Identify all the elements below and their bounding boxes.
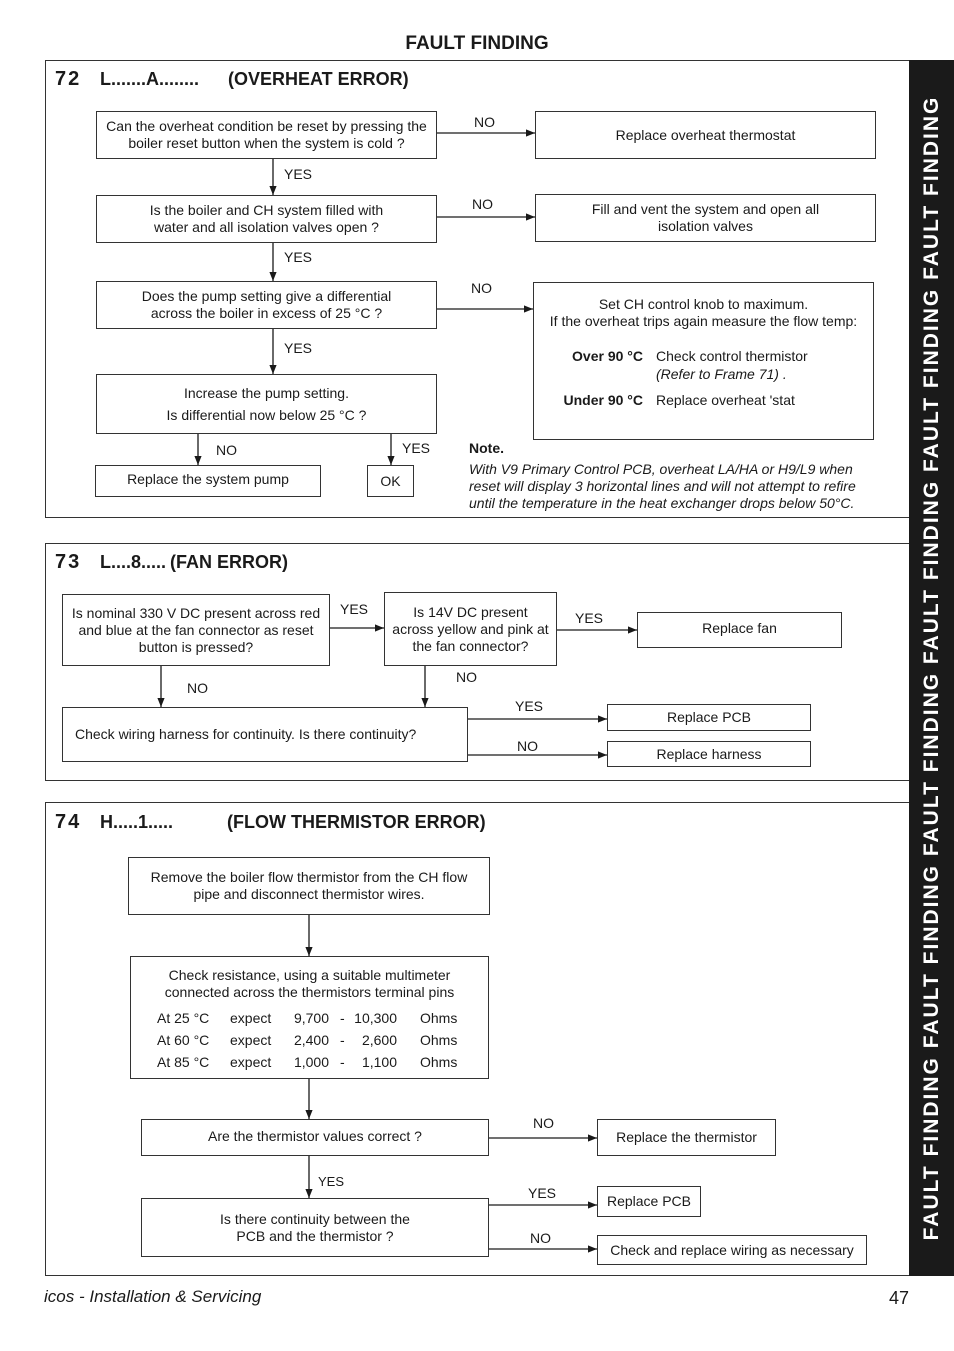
s72-q4-no-box [95,465,321,497]
s72-q3-text-2: across the boiler in excess of 25 °C ? [150,305,383,321]
resistance-expect-cell: expect [230,1032,272,1048]
s72-q4-no-text: Replace the system pump [127,471,289,487]
s73-q1-no-label: NO [187,680,208,696]
s73-q2-yes-text: Replace fan [702,620,777,636]
s74-step1-box [128,857,490,915]
resistance-at-cell: At 60 °C [157,1032,210,1048]
s72-q4-yes-box [367,465,414,497]
s72-q1-no-label: NO [474,114,495,130]
section-72-title: (OVERHEAT ERROR) [228,69,409,89]
s73-q2-box [384,592,557,666]
s72-under-label: Under 90 °C [563,392,643,408]
footer-subtitle: - Installation & Servicing [74,1287,262,1306]
s72-q3-text-1: Does the pump setting give a differential [141,288,392,304]
s73-q3-text: Check wiring harness for continuity. Is there continuity? [75,726,417,742]
s74-q2-box [141,1198,489,1257]
page-title: FAULT FINDING [405,33,549,54]
resistance-high-cell: 10,300 [354,1010,397,1026]
s74-step2-line2: connected across the thermistors terminal pins [164,984,455,1000]
s72-q3-no-label: NO [471,280,492,296]
resistance-high-cell: 1,100 [361,1054,397,1070]
s73-q2-yes-box [637,612,842,648]
s74-q1-no-box [597,1119,776,1156]
resistance-high-cell: 2,600 [361,1032,397,1048]
s73-q2-no-label: NO [456,669,477,685]
resistance-expect-cell: expect [230,1010,272,1026]
s74-q1-box [141,1119,489,1156]
resistance-unit-cell: Ohms [420,1010,458,1026]
s73-q3-yes-box [607,704,811,731]
s72-q2-text: Is the boiler and CH system filled with water and all isolation valves open ? [149,202,384,235]
section-73-number: 73 [55,551,82,573]
section-74-number: 74 [55,811,82,833]
s72-q2-yes-label: YES [284,249,313,265]
section-74-code: H.....1..... [100,812,174,832]
s73-q3-no-label: NO [517,738,538,754]
resistance-low-cell: 1,000 [293,1054,329,1070]
section-74-title: (FLOW THERMISTOR ERROR) [227,812,486,832]
s74-q2-yes-box [597,1186,701,1217]
s72-q2-no-box [535,194,876,242]
side-band-text: FAULT FINDING FAULT FINDING FAULT FINDING FAULT FINDING FAULT FINDING FAULT FINDING [919,95,943,1241]
resistance-low-cell: 2,400 [293,1032,329,1048]
s72-q4-text-2: Is differential now below 25 °C ? [166,407,367,423]
s72-q1-yes-label: YES [284,166,313,182]
resistance-at-cell: At 85 °C [157,1054,210,1070]
resistance-unit-cell: Ohms [420,1054,458,1070]
s74-q2-no-box [597,1235,867,1265]
section-72-number: 72 [55,68,82,90]
s72-note-body: With V9 Primary Control PCB, overheat LA/HA or H9/L9 when reset will display 3 horizontal lines and will not attempt to refire until the temperature in the heat exchanger drops below 50°C. [469,461,856,511]
s74-q2-no-label: NO [530,1230,551,1246]
s72-q2-no-label: NO [472,196,493,212]
s72-under-text: Replace overheat 'stat [656,392,795,408]
s72-q2-box [96,195,437,243]
s73-q3-box [62,707,468,762]
s74-step2-box [130,956,489,1079]
s74-q1-no-text: Replace the thermistor [616,1129,757,1145]
s74-q2-yes-text: Replace PCB [606,1193,692,1209]
s73-q1-box [62,594,330,666]
section-73-title: (FAN ERROR) [170,552,288,572]
s72-q4-yes-text: OK [380,472,401,489]
s74-q1-yes-label: YES [318,1174,345,1189]
s73-q3-no-box [607,741,811,767]
s72-note-heading: Note. [469,440,504,456]
resistance-expect-cell: expect [230,1054,272,1070]
section-72-code: L.......A........ [100,69,200,89]
s72-q2-no-text: Fill and vent the system and open all isolation valves [591,201,820,234]
s72-q3-no-line1: Set CH control knob to maximum. [598,296,809,312]
s73-q2-yes-label: YES [575,610,604,626]
s73-q1-text: Is nominal 330 V DC present across red and blue at the fan connector as reset button is pressed? [71,604,321,655]
s72-q4-text-1: Increase the pump setting. [184,385,349,401]
s73-q3-no-text: Replace harness [656,745,762,762]
s72-q1-no-box [535,111,876,159]
resistance-at-cell: At 25 °C [157,1010,210,1026]
s72-q3-yes-label: YES [284,340,313,356]
s74-q2-text: Is there continuity between the PCB and the thermistor ? [220,1210,410,1244]
s73-q2-text: Is 14V DC present across yellow and pink at the fan connector? [392,603,549,654]
resistance-dash-cell: - [340,1010,345,1026]
s74-step2-line1: Check resistance, using a suitable multimeter [168,967,451,983]
resistance-dash-cell: - [340,1032,345,1048]
s72-q1-box [96,111,437,159]
footer-brand: icos [44,1287,75,1306]
s74-q2-no-text: Check and replace wiring as necessary [610,1241,854,1258]
s74-q1-no-label: NO [533,1115,554,1131]
s72-over-ref: (Refer to Frame 71) . [656,366,787,382]
s72-q1-text: Can the overheat condition be reset by pressing the boiler reset button when the system is cold ? [106,118,427,151]
s72-q3-no-box [533,282,874,440]
section-73-code: L....8..... [100,552,167,572]
s72-q3-box [96,281,437,329]
s74-q2-yes-label: YES [528,1185,557,1201]
s73-q1-yes-label: YES [340,601,369,617]
s72-q3-no-line2: If the overheat trips again measure the flow temp: [549,313,858,329]
resistance-dash-cell: - [340,1054,345,1070]
resistance-low-cell: 9,700 [293,1010,329,1026]
page-number: 47 [888,1288,909,1308]
s72-q4-box [96,374,437,434]
s72-over-label: Over 90 °C [572,348,643,364]
s73-q3-yes-label: YES [515,698,544,714]
resistance-unit-cell: Ohms [420,1032,458,1048]
footer-title [44,1287,261,1307]
s74-q1-text: Are the thermistor values correct ? [208,1128,422,1144]
s72-q1-no-text: Replace overheat thermostat [615,126,796,143]
s72-q4-no-label: NO [216,442,237,458]
side-band [909,60,954,1276]
s74-step1-text: Remove the boiler flow thermistor from the CH flow pipe and disconnect thermistor wires. [150,869,468,902]
s72-over-text: Check control thermistor [656,348,808,364]
s73-q3-yes-text: Replace PCB [666,709,752,725]
s72-q4-yes-label: YES [402,440,431,456]
